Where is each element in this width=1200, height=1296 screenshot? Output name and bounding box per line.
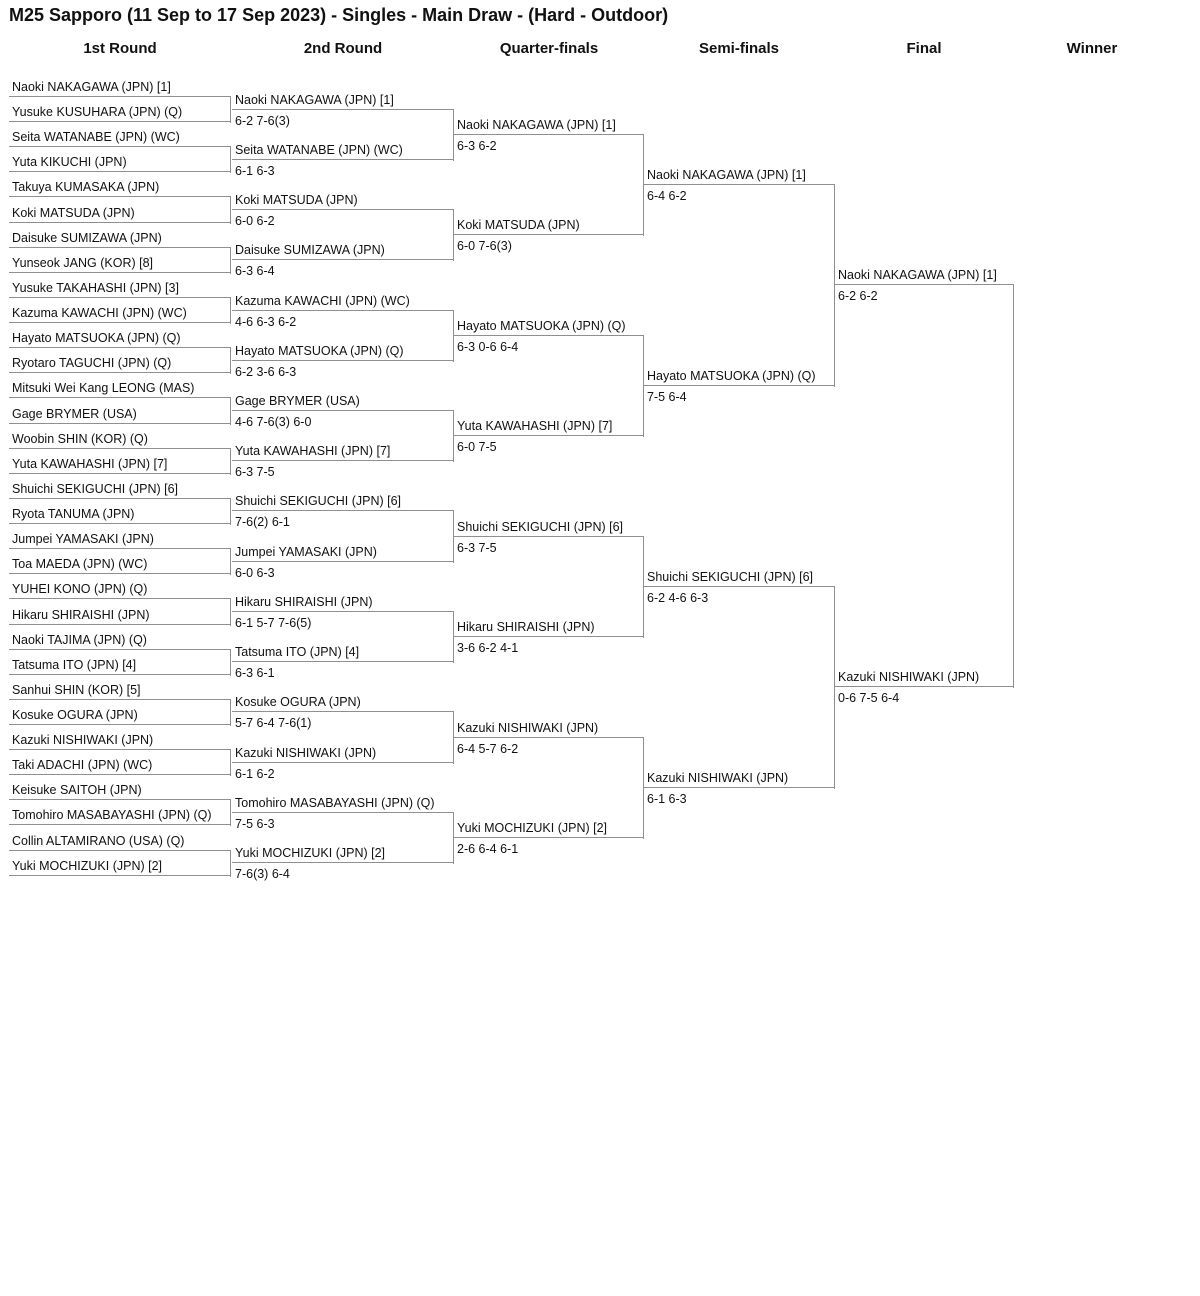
final-slot: [835, 261, 1014, 285]
player-name: Yuki MOCHIZUKI (JPN) [2]: [457, 821, 608, 836]
player-name: Jumpei YAMASAKI (JPN): [12, 532, 154, 547]
bracket-line: [232, 209, 454, 210]
bracket-line: [9, 875, 231, 876]
match-score: 7-5 6-3: [235, 816, 275, 831]
bracket-line: [9, 674, 231, 675]
bracket-line: [454, 435, 644, 436]
player-name: Koki MATSUDA (JPN): [235, 193, 358, 208]
round-header-final: Final: [906, 40, 942, 57]
sf-slot: [644, 764, 835, 788]
bracket-line: [9, 624, 231, 625]
bracket-line: [9, 799, 231, 800]
player-name: Gage BRYMER (USA): [12, 406, 137, 421]
player-name: Tomohiro MASABAYASHI (JPN) (Q): [12, 808, 212, 823]
bracket-line: [232, 360, 454, 361]
qf-slot: [454, 111, 644, 135]
player-name: Yunseok JANG (KOR) [8]: [12, 255, 154, 270]
bracket-line: [644, 586, 835, 587]
r2-slot: [232, 136, 454, 160]
player-name: Shuichi SEKIGUCHI (JPN) [6]: [457, 519, 624, 534]
player-name: Naoki NAKAGAWA (JPN) [1]: [647, 167, 806, 182]
sf-slot: [644, 362, 835, 386]
r1-slot: [9, 73, 231, 97]
player-name: Hikaru SHIRAISHI (JPN): [457, 620, 595, 635]
player-name: Kazuma KAWACHI (JPN) (WC): [12, 306, 187, 321]
player-name: Hikaru SHIRAISHI (JPN): [235, 594, 373, 609]
bracket-line: [454, 234, 644, 235]
bracket-line: [9, 498, 231, 499]
qf-slot: [454, 613, 644, 637]
bracket-line: [9, 699, 231, 700]
player-name: Ryotaro TAGUCHI (JPN) (Q): [12, 356, 172, 371]
r1-slot: [9, 224, 231, 248]
bracket-line: [835, 284, 1014, 285]
match-score: 4-6 7-6(3) 6-0: [235, 415, 312, 429]
r2-slot: [232, 86, 454, 110]
page-title: M25 Sapporo (11 Sep to 17 Sep 2023) - Singles - Main Draw - (Hard - Outdoor): [9, 5, 669, 25]
player-name: Yuta KIKUCHI (JPN): [12, 155, 127, 170]
round-header-winner: Winner: [1066, 40, 1118, 57]
bracket-line: [232, 460, 454, 461]
match-score: 7-6(3) 6-4: [235, 867, 290, 882]
bracket-line: [9, 272, 231, 273]
player-name: Kosuke OGURA (JPN): [12, 708, 138, 722]
player-name: Yuki MOCHIZUKI (JPN) [2]: [12, 858, 163, 873]
r1-slot: [9, 575, 231, 599]
player-name: Kazuma KAWACHI (JPN) (WC): [235, 293, 410, 308]
r1-slot: [9, 199, 231, 223]
bracket-line: [9, 523, 231, 524]
match-score: 6-1 5-7 7-6(5): [235, 615, 312, 630]
player-name: Kazuki NISHIWAKI (JPN): [647, 770, 789, 785]
bracket-line: [232, 561, 454, 562]
player-name: Hikaru SHIRAISHI (JPN): [12, 607, 150, 622]
r1-slot: [9, 123, 231, 147]
bracket-line: [9, 573, 231, 574]
r1-slot: [9, 450, 231, 474]
r1-slot: [9, 173, 231, 197]
r1-slot: [9, 601, 231, 625]
r2-slot: [232, 538, 454, 562]
player-name: Yusuke KUSUHARA (JPN) (Q): [12, 105, 183, 120]
bracket-line: [232, 812, 454, 813]
player-name: Yuta KAWAHASHI (JPN) [7]: [12, 456, 168, 471]
r1-slot: [9, 751, 231, 775]
r2-slot: [232, 437, 454, 461]
player-name: Naoki NAKAGAWA (JPN) [1]: [235, 92, 394, 107]
match-score: 4-6 6-3 6-2: [235, 314, 297, 329]
round-header-2nd-round: 2nd Round: [303, 40, 383, 57]
r1-slot: [9, 475, 231, 499]
match-score: 7-5 6-4: [647, 389, 687, 404]
match-score: 3-6 6-2 4-1: [457, 641, 519, 656]
player-name: Collin ALTAMIRANO (USA) (Q): [12, 833, 185, 848]
player-name: Naoki NAKAGAWA (JPN) [1]: [457, 117, 616, 132]
bracket-line: [9, 171, 231, 172]
r1-slot: [9, 726, 231, 750]
bracket-line: [9, 347, 231, 348]
bracket-line: [9, 222, 231, 223]
qf-slot: [454, 211, 644, 235]
r1-slot: [9, 249, 231, 273]
r1-slot: [9, 525, 231, 549]
r1-slot: [9, 676, 231, 700]
bracket-line: [9, 322, 231, 323]
player-name: Koki MATSUDA (JPN): [457, 218, 580, 233]
bracket-line: [9, 397, 231, 398]
match-score: 6-0 6-2: [235, 214, 275, 229]
player-name: Naoki NAKAGAWA (JPN) [1]: [12, 80, 171, 94]
r1-slot: [9, 701, 231, 725]
match-score: 6-0 6-3: [235, 565, 275, 580]
bracket-line: [9, 749, 231, 750]
r1-slot: [9, 400, 231, 424]
match-score: 6-3 7-5: [235, 465, 275, 480]
bracket-line: [644, 184, 835, 185]
player-name: Seita WATANABE (JPN) (WC): [12, 130, 180, 145]
player-name: Hayato MATSUOKA (JPN) (Q): [647, 368, 816, 383]
bracket-line: [232, 259, 454, 260]
r2-slot: [232, 287, 454, 311]
bracket-line: [9, 850, 231, 851]
bracket-line: [9, 297, 231, 298]
r2-slot: [232, 236, 454, 260]
qf-slot: [454, 513, 644, 537]
player-name: Daisuke SUMIZAWA (JPN): [12, 230, 162, 245]
match-score: 6-1 6-3: [647, 791, 687, 806]
r2-slot: [232, 337, 454, 361]
bracket-line: [232, 611, 454, 612]
bracket-line: [9, 473, 231, 474]
player-name: Tomohiro MASABAYASHI (JPN) (Q): [235, 795, 435, 810]
player-name: Toa MAEDA (JPN) (WC): [12, 557, 148, 572]
player-name: YUHEI KONO (JPN) (Q): [12, 582, 148, 597]
player-name: Kazuki NISHIWAKI (JPN): [838, 670, 980, 685]
bracket-line: [9, 247, 231, 248]
bracket-line: [454, 536, 644, 537]
r1-slot: [9, 801, 231, 825]
match-score: 6-0 7-6(3): [457, 239, 512, 254]
r2-slot: [232, 839, 454, 863]
player-name: Naoki TAJIMA (JPN) (Q): [12, 632, 147, 647]
match-score: 7-6(2) 6-1: [235, 515, 290, 530]
bracket-line: [9, 548, 231, 549]
match-score: 6-3 7-5: [457, 540, 497, 555]
r1-slot: [9, 324, 231, 348]
bracket-line: [454, 737, 644, 738]
player-name: Hayato MATSUOKA (JPN) (Q): [12, 331, 181, 346]
player-name: Mitsuki Wei Kang LEONG (MAS): [12, 381, 195, 396]
player-name: Takuya KUMASAKA (JPN): [12, 180, 160, 195]
bracket-line: [9, 448, 231, 449]
r2-slot: [232, 688, 454, 712]
bracket-line: [9, 372, 231, 373]
match-score: 6-4 6-2: [647, 188, 687, 203]
player-name: Kazuki NISHIWAKI (JPN): [12, 733, 154, 748]
bracket-line: [454, 134, 644, 135]
round-header-quarter-finals: Quarter-finals: [499, 40, 599, 57]
bracket-line: [232, 109, 454, 110]
bracket-line: [454, 335, 644, 336]
bracket-line: [9, 196, 231, 197]
player-name: Hayato MATSUOKA (JPN) (Q): [457, 318, 626, 333]
sf-slot: [644, 161, 835, 185]
match-score: 6-2 7-6(3): [235, 113, 290, 128]
bracket-connector: [1013, 285, 1014, 688]
player-name: Kazuki NISHIWAKI (JPN): [457, 720, 599, 735]
bracket-line: [9, 146, 231, 147]
match-score: 6-2 6-2: [838, 289, 878, 304]
player-name: Yuki MOCHIZUKI (JPN) [2]: [235, 846, 386, 861]
r2-slot: [232, 789, 454, 813]
r1-slot: [9, 349, 231, 373]
player-name: Kosuke OGURA (JPN): [235, 695, 361, 710]
match-score: 6-3 6-4: [235, 264, 275, 279]
bracket-line: [232, 762, 454, 763]
bracket-line: [232, 711, 454, 712]
round-header-semi-finals: Semi-finals: [698, 40, 780, 57]
match-score: 6-3 6-1: [235, 666, 275, 681]
bracket-line: [9, 121, 231, 122]
player-name: Daisuke SUMIZAWA (JPN): [235, 243, 385, 258]
match-score: 6-3 6-2: [457, 138, 497, 153]
bracket-line: [835, 686, 1014, 687]
player-name: Hayato MATSUOKA (JPN) (Q): [235, 343, 404, 358]
r2-slot: [232, 588, 454, 612]
r1-slot: [9, 425, 231, 449]
r1-slot: [9, 776, 231, 800]
r1-slot: [9, 626, 231, 650]
bracket-line: [9, 598, 231, 599]
r2-slot: [232, 186, 454, 210]
bracket-line: [644, 385, 835, 386]
player-name: Yusuke TAKAHASHI (JPN) [3]: [12, 280, 179, 295]
r1-slot: [9, 852, 231, 876]
r1-slot: [9, 299, 231, 323]
bracket-line: [644, 787, 835, 788]
r1-slot: [9, 274, 231, 298]
r2-slot: [232, 638, 454, 662]
qf-slot: [454, 714, 644, 738]
match-score: 0-6 7-5 6-4: [838, 691, 900, 706]
player-name: Tatsuma ITO (JPN) [4]: [235, 645, 360, 660]
player-name: Koki MATSUDA (JPN): [12, 205, 135, 220]
player-name: Jumpei YAMASAKI (JPN): [235, 544, 377, 559]
bracket-line: [232, 510, 454, 511]
match-score: 6-3 0-6 6-4: [457, 339, 519, 354]
r1-slot: [9, 651, 231, 675]
match-score: 5-7 6-4 7-6(1): [235, 716, 312, 731]
r1-slot: [9, 98, 231, 122]
bracket-line: [9, 423, 231, 424]
player-name: Sanhui SHIN (KOR) [5]: [12, 682, 141, 697]
final-slot: [835, 663, 1014, 687]
r1-slot: [9, 148, 231, 172]
bracket-line: [232, 661, 454, 662]
bracket-connector: [834, 185, 835, 387]
bracket-line: [454, 837, 644, 838]
bracket-line: [9, 724, 231, 725]
match-score: 6-4 5-7 6-2: [457, 741, 519, 756]
bracket-line: [232, 410, 454, 411]
r2-slot: [232, 739, 454, 763]
round-header-1st-round: 1st Round: [83, 40, 157, 57]
player-name: Taki ADACHI (JPN) (WC): [12, 758, 153, 773]
bracket-line: [9, 824, 231, 825]
player-name: Keisuke SAITOH (JPN): [12, 783, 142, 798]
player-name: Yuta KAWAHASHI (JPN) [7]: [457, 419, 613, 434]
match-score: 6-2 3-6 6-3: [235, 364, 297, 379]
player-name: Shuichi SEKIGUCHI (JPN) [6]: [12, 481, 179, 496]
match-score: 2-6 6-4 6-1: [457, 842, 519, 857]
r2-slot: [232, 387, 454, 411]
sf-slot: [644, 563, 835, 587]
player-name: Woobin SHIN (KOR) (Q): [12, 431, 148, 446]
r1-slot: [9, 500, 231, 524]
bracket-line: [9, 649, 231, 650]
qf-slot: [454, 814, 644, 838]
player-name: Gage BRYMER (USA): [235, 394, 360, 408]
bracket-line: [454, 636, 644, 637]
match-score: 6-0 7-5: [457, 440, 497, 455]
r1-slot: [9, 374, 231, 398]
bracket-connector: [834, 587, 835, 789]
player-name: Seita WATANABE (JPN) (WC): [235, 142, 403, 157]
r2-slot: [232, 487, 454, 511]
match-score: 6-1 6-3: [235, 163, 275, 178]
player-name: Tatsuma ITO (JPN) [4]: [12, 657, 137, 672]
player-name: Shuichi SEKIGUCHI (JPN) [6]: [235, 494, 402, 509]
bracket-line: [232, 159, 454, 160]
r1-slot: [9, 550, 231, 574]
match-score: 6-1 6-2: [235, 766, 275, 781]
player-name: Shuichi SEKIGUCHI (JPN) [6]: [647, 569, 814, 584]
player-name: Kazuki NISHIWAKI (JPN): [235, 745, 377, 760]
match-score: 6-2 4-6 6-3: [647, 590, 709, 605]
bracket-line: [232, 310, 454, 311]
qf-slot: [454, 312, 644, 336]
player-name: Yuta KAWAHASHI (JPN) [7]: [235, 444, 391, 459]
qf-slot: [454, 412, 644, 436]
player-name: Naoki NAKAGAWA (JPN) [1]: [838, 268, 997, 283]
player-name: Ryota TANUMA (JPN): [12, 507, 135, 522]
bracket-line: [232, 862, 454, 863]
bracket-line: [9, 96, 231, 97]
r1-slot: [9, 827, 231, 851]
bracket-line: [9, 774, 231, 775]
